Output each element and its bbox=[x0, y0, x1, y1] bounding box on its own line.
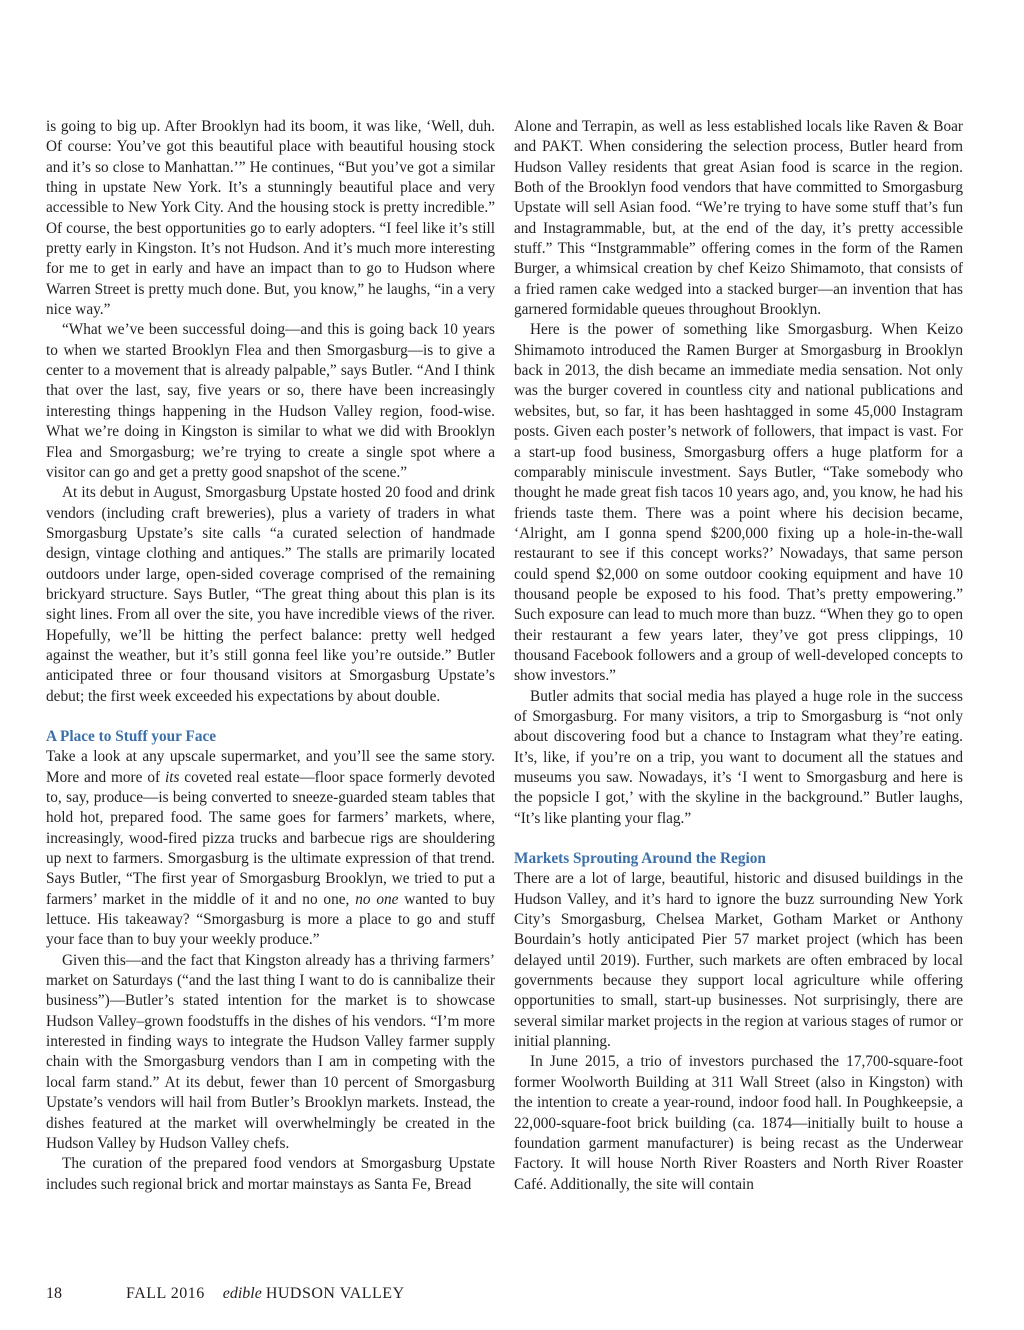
page-footer bbox=[46, 1285, 405, 1303]
section-heading: A Place to Stuff your Face bbox=[46, 727, 217, 745]
paragraph: Alone and Terrapin, as well as less established locals like Raven & Boar and PAKT. When considering the selection process, Butler heard from Hudson Valley residents that great Asian food is scarce in the region. Both of the Brooklyn food vendors that have committed to Smorgasburg Upstate will sell Asian food. “We’re trying to have some stuff that’s fun and Instagrammable, but, at the end of the day, it’s pretty accessible stuff.” This “Instgrammable” offering comes in the form of the Ramen Burger, a whimsical creation by chef Keizo Shimamoto, that consists of a fried ramen cake wedged into a stacked burger—an invention that has garnered formidable queues throughout Brooklyn. bbox=[514, 118, 963, 319]
paragraph: Butler admits that social media has played a huge role in the success of Smorgasburg. For many visitors, a trip to Smorgasburg is “not only about discovering food but a chance to Instagram what they’re eating. It’s, like, if you’re on a trip, you want to document all the statues and museums you saw. Nowadays, it’s ‘I went to Smorgasburg and here is the popsicle I got,’ with the skyline in the background.” Butler laughs, “It’s like planting your flag.” bbox=[514, 687, 963, 827]
paragraph bbox=[46, 747, 495, 950]
paragraph: In June 2015, a trio of investors purchased the 17,700-square-foot former Woolworth Building at 311 Wall Street (also in Kingston) with the intention to create a year-round, indoor food hall. In Poughkeepsie, a 22,000-square-foot brick building (ca. 1874—initially built to house a foundation garment manufacturer) is being recast as the Underwear Factory. It will house North River Roasters and North River Roaster Café. Additionally, the site will contain bbox=[514, 1053, 963, 1193]
paragraph: Given this—and the fact that Kingston already has a thriving farmers’ market on Saturdays (“and the last thing I want to do is cannibalize their business”)—Butler’s stated intention for the market is to showcase Hudson Valley–grown foodstuffs in the dishes of his vendors. “I’m more interested in finding ways to integrate the Hudson Valley farmer supply chain with the Smorgasburg vendors than I am in competing with the local farm stand.” At its debut, fewer than 10 percent of Smorgasburg Upstate’s vendors will hail from Butler’s Brooklyn markets. Instead, the dishes featured at the market will overwhelmingly be created in the Hudson Valley by Hudson Valley chefs. bbox=[46, 951, 495, 1152]
left-column bbox=[46, 117, 495, 1195]
section-heading: Markets Sprouting Around the Region bbox=[514, 850, 766, 868]
paragraph: At its debut in August, Smorgasburg Upstate hosted 20 food and drink vendors (including craft breweries), plus a variety of traders in what Smorgasburg Upstate’s site calls “a curated selection of handmade design, vintage clothing and antiques.” The stalls are primarily located outdoors under large, open-sided coverage comprised of the remaining brickyard structure. Says Butler, “The great thing about this plan is its sight lines. From all over the site, you have incredible views of the river. Hopefully, we’ll be hitting the perfect balance: pretty well hedged against the weather, but it’s still gonna feel like you’re outside.” Butler anticipated three or four thousand visitors at Smorgasburg Upstate’s debut; the first week exceeded his expectations by about double. bbox=[46, 484, 495, 705]
paragraph: Here is the power of something like Smorgasburg. When Keizo Shimamoto introduced the Ramen Burger at Smorgasburg in Brooklyn back in 2013, the dish became an immediate media sensation. Not only was the burger covered in countless city and national publications and websites, but, so far, it has been hashtagged in some 45,000 Instagram posts. Given each poster’s network of followers, that impact is vast. For a start-up food business, Smorgasburg offers a huge platform for a comparably miniscule investment. Says Butler, “Take somebody who thought he made great fish tacos 10 years ago, and, you know, he had his friends taste them. There was a point where his decision became, ‘Alright, am I gonna spend $200,000 fixing up a hole-in-the-wall restaurant to see if this concept works?’ Nowadays, that same person could spend $2,000 on some outdoor cooking equipment and have 10 thousand people be exposed to his food. That’s pretty empowering.” Such exposure can lead to much more than buzz. “When they go to open their restaurant a few years later, they’ve got press clippings, 10 thousand Facebook followers and a group of well-developed concepts to show investors.” bbox=[514, 321, 963, 685]
paragraph: The curation of the prepared food vendors at Smorgasburg Upstate includes such regional brick and mortar mainstays as Santa Fe, Bread bbox=[46, 1155, 495, 1193]
paragraph: There are a lot of large, beautiful, historic and disused buildings in the Hudson Valley, and it’s hard to ignore the buzz surrounding New York City’s Smorgasburg, Chelsea Market, Gotham Market or Anthony Bourdain’s hotly anticipated Pier 57 market project (which has been delayed until 2019). Further, such markets are often embraced by local governments because they support local agriculture while offering opportunities to small, start-up businesses. Not surprisingly, there are several similar market projects in the region at various stages of rumor or initial planning. bbox=[514, 870, 963, 1051]
text-run: wanted to buy lettuce. His takeaway? “Smorgasburg is more a place to go and stuff your face than to buy your weekly produce.” bbox=[46, 890, 495, 949]
emphasis-text: its bbox=[164, 768, 180, 786]
magazine-brand-name: HUDSON VALLEY bbox=[265, 1285, 405, 1302]
text-run: coveted real estate—floor space formerly devoted to, say, produce—is being converted to sneeze-guarded steam tables that hold hot, prepared food. The same goes for farmers’ markets, where, increasingly, wood-fired pizza trucks and barbecue rigs are shouldering up next to farmers. Smorgasburg is the ultimate expression of that trend. Says Butler, “The first year of Smorgasburg Brooklyn, we tried to put a farmers’ market in the middle of it and no one, bbox=[46, 768, 495, 908]
text-run: Take a look at any upscale supermarket, and you’ll see the same story. More and more of bbox=[46, 748, 495, 786]
paragraph: is going to big up. After Brooklyn had its boom, it was like, ‘Well, duh. Of course: You’ve got this beautiful place with beautiful housing stock and it’s so close to Manhattan.’” He continues, “But you’ve got a similar thing in upstate New York. It’s a stunningly beautiful place and very accessible to New York City. And the housing stock is pretty incredible.” Of course, the best opportunities go to early adopters. “I feel like it’s still pretty early in Kingston. It’s not Hudson. And it’s much more interesting for me to get in early and have an impact than to go to Hudson where Warren Street is pretty much done. But, you know,” he laughs, “in a very nice way.” bbox=[46, 118, 495, 319]
issue-date: FALL 2016 bbox=[126, 1285, 205, 1302]
page-number: 18 bbox=[46, 1285, 62, 1302]
emphasis-text: no one bbox=[355, 890, 399, 908]
paragraph: “What we’ve been successful doing—and this is going back 10 years to when we started Brooklyn Flea and then Smorgasburg—is to give a center to a movement that is already palpable,” says Butler. “And I think that over the last, say, five years or so, there have been increasingly interesting things happening in the Hudson Valley region, food-wise. What we’re doing in Kingston is similar to what we did with Brooklyn Flea and Smorgasburg; we’re trying to create a single spot where a visitor can go and get a pretty good snapshot of the scene.” bbox=[46, 321, 495, 481]
right-column bbox=[514, 117, 963, 1195]
magazine-brand-edible: edible bbox=[222, 1285, 262, 1302]
